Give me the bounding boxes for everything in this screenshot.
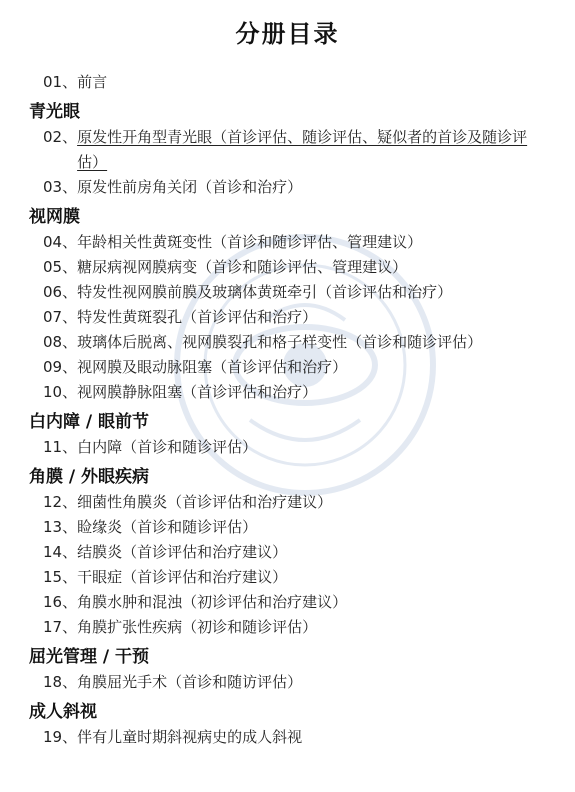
entry-number: 08、 xyxy=(43,333,78,351)
entry-title: 年龄相关性黄斑变性（首诊和随诊评估、管理建议） xyxy=(77,233,423,251)
entry-title: 玻璃体后脱离、视网膜裂孔和格子样变性（首诊和随诊评估） xyxy=(77,333,483,351)
section-heading: 视网膜 xyxy=(29,207,80,227)
entry-title: 角膜扩张性疾病（初诊和随诊评估） xyxy=(77,618,318,636)
toc-entry[interactable] xyxy=(0,590,575,615)
entry-title: 糖尿病视网膜病变（首诊和随诊评估、管理建议） xyxy=(77,258,408,276)
toc-entry[interactable] xyxy=(0,230,575,255)
toc-entry[interactable] xyxy=(0,670,575,695)
entry-title: 细菌性角膜炎（首诊评估和治疗建议） xyxy=(77,493,333,511)
toc-entry[interactable] xyxy=(0,125,575,175)
table-of-contents xyxy=(0,70,575,750)
entry-number: 15、 xyxy=(43,568,78,586)
page-title: 分册目录 xyxy=(235,20,340,48)
entry-number: 18、 xyxy=(43,673,78,691)
entry-title: 特发性视网膜前膜及玻璃体黄斑牵引（首诊评估和治疗） xyxy=(77,283,453,301)
entry-number: 13、 xyxy=(43,518,78,536)
entry-title: 原发性前房角关闭（首诊和治疗） xyxy=(77,178,303,196)
entry-title: 睑缘炎（首诊和随诊评估） xyxy=(77,518,258,536)
entry-title: 视网膜及眼动脉阻塞（首诊评估和治疗） xyxy=(77,358,348,376)
entry-title: 结膜炎（首诊评估和治疗建议） xyxy=(77,543,288,561)
entry-number: 04、 xyxy=(43,233,78,251)
entry-number: 19、 xyxy=(43,728,78,746)
entry-number: 03、 xyxy=(43,178,78,196)
toc-entry[interactable] xyxy=(0,255,575,280)
toc-entry[interactable] xyxy=(0,380,575,405)
entry-title: 伴有儿童时期斜视病史的成人斜视 xyxy=(77,728,303,746)
toc-entry-preface[interactable] xyxy=(0,70,575,95)
entry-number: 01、 xyxy=(43,73,78,91)
toc-entry[interactable] xyxy=(0,280,575,305)
entry-number: 16、 xyxy=(43,593,78,611)
entry-number: 17、 xyxy=(43,618,78,636)
entry-number: 07、 xyxy=(43,308,78,326)
toc-entry[interactable] xyxy=(0,515,575,540)
section-heading: 屈光管理 / 干预 xyxy=(29,647,150,667)
entry-title: 特发性黄斑裂孔（首诊评估和治疗） xyxy=(77,308,318,326)
toc-entry[interactable] xyxy=(0,305,575,330)
entry-number: 09、 xyxy=(43,358,78,376)
entry-title: 原发性开角型青光眼（首诊评估、随诊评估、疑似者的首诊及随诊评估） xyxy=(77,128,528,171)
entry-title: 角膜屈光手术（首诊和随访评估） xyxy=(77,673,303,691)
toc-entry[interactable] xyxy=(0,565,575,590)
section-heading: 青光眼 xyxy=(29,102,80,122)
toc-entry[interactable] xyxy=(0,355,575,380)
toc-entry[interactable] xyxy=(0,435,575,460)
entry-number: 12、 xyxy=(43,493,78,511)
entry-number: 14、 xyxy=(43,543,78,561)
entry-number: 02、 xyxy=(43,128,78,146)
entry-number: 11、 xyxy=(43,438,78,456)
section-heading: 角膜 / 外眼疾病 xyxy=(29,467,150,487)
section-heading: 白内障 / 眼前节 xyxy=(29,412,150,432)
toc-entry[interactable] xyxy=(0,490,575,515)
toc-entry[interactable] xyxy=(0,725,575,750)
entry-title: 角膜水肿和混浊（初诊评估和治疗建议） xyxy=(77,593,348,611)
entry-number: 05、 xyxy=(43,258,78,276)
section-heading: 成人斜视 xyxy=(29,702,97,722)
entry-title: 白内障（首诊和随诊评估） xyxy=(77,438,258,456)
entry-number: 06、 xyxy=(43,283,78,301)
entry-title: 干眼症（首诊评估和治疗建议） xyxy=(77,568,288,586)
entry-title: 前言 xyxy=(77,73,108,91)
toc-entry[interactable] xyxy=(0,330,575,355)
toc-entry[interactable] xyxy=(0,615,575,640)
toc-entry[interactable] xyxy=(0,175,575,200)
entry-title: 视网膜静脉阻塞（首诊评估和治疗） xyxy=(77,383,318,401)
toc-entry[interactable] xyxy=(0,540,575,565)
entry-number: 10、 xyxy=(43,383,78,401)
